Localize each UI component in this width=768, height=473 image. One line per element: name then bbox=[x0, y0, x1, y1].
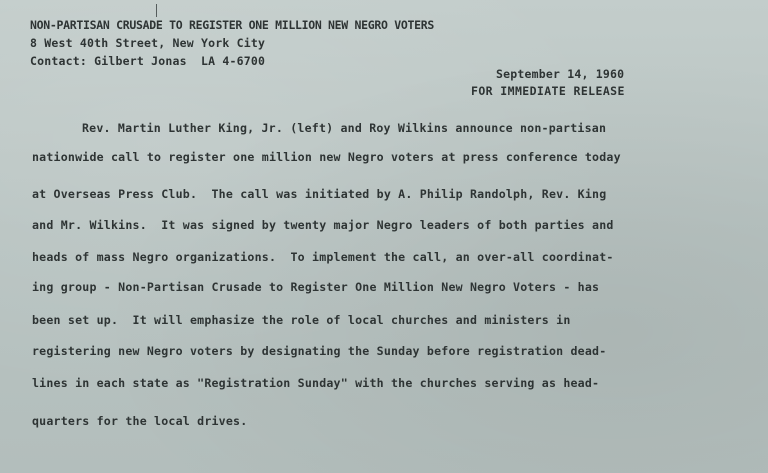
body-line: registering new Negro voters by designating the Sunday before registration dead- bbox=[32, 344, 607, 358]
release-date: September 14, 1960 bbox=[496, 67, 625, 81]
body-line: nationwide call to register one million new Negro voters at press conference today bbox=[32, 150, 621, 164]
body-line: at Overseas Press Club. The call was initiated by A. Philip Randolph, Rev. King bbox=[32, 187, 607, 201]
body-line: quarters for the local drives. bbox=[32, 414, 248, 428]
body-line: been set up. It will emphasize the role of local churches and ministers in bbox=[32, 313, 571, 327]
pencil-mark bbox=[156, 4, 157, 17]
release-notice: FOR IMMEDIATE RELEASE bbox=[471, 84, 625, 98]
body-line: lines in each state as "Registration Sunday" with the churches serving as head- bbox=[32, 376, 600, 390]
body-line: Rev. Martin Luther King, Jr. (left) and Roy Wilkins announce non-partisan bbox=[82, 121, 607, 135]
organization-name: NON-PARTISAN CRUSADE TO REGISTER ONE MILLION NEW NEGRO VOTERS bbox=[30, 18, 435, 32]
contact-line: Contact: Gilbert Jonas LA 4-6700 bbox=[30, 54, 266, 68]
organization-address: 8 West 40th Street, New York City bbox=[30, 36, 266, 50]
body-line: and Mr. Wilkins. It was signed by twenty major Negro leaders of both parties and bbox=[32, 218, 614, 232]
body-line: ing group - Non-Partisan Crusade to Register One Million New Negro Voters - has bbox=[32, 280, 600, 294]
body-line: heads of mass Negro organizations. To implement the call, an over-all coordinat- bbox=[32, 250, 614, 264]
